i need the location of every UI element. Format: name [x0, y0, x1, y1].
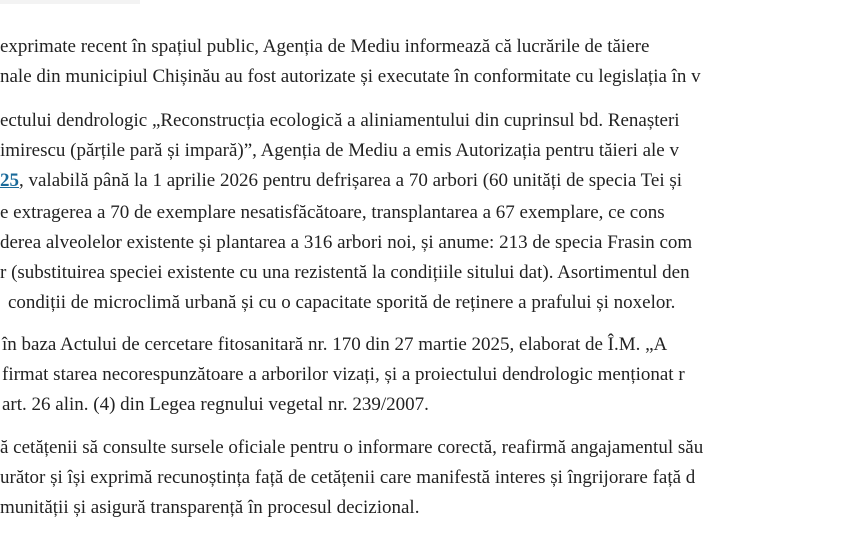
authorization-link[interactable]: 25 — [0, 170, 19, 191]
text-line: urător și își exprimă recunoștința față de cetățenii care manifestă interes și îngrijorare față d — [0, 467, 696, 488]
text-line: ă cetățenii să consulte sursele oficiale pentru o informare corectă, reafirmă angajamentul său — [0, 437, 704, 458]
text-span: , valabilă până la 1 aprilie 2026 pentru defrișarea a 70 arbori (60 unități de specia Tei și — [19, 170, 683, 191]
text-line: e extragerea a 70 de exemplare nesatisfăcătoare, transplantarea a 67 exemplare, ce cons — [0, 202, 665, 223]
text-line-with-link — [0, 166, 682, 196]
text-line: nale din municipiul Chișinău au fost autorizate și executate în conformitate cu legislația în v — [0, 66, 701, 87]
top-divider — [0, 0, 140, 4]
text-line: art. 26 alin. (4) din Legea regnului vegetal nr. 239/2007. — [2, 394, 429, 415]
text-line: exprimate recent în spațiul public, Agenția de Mediu informează că lucrările de tăiere — [0, 36, 650, 57]
text-line: în baza Actului de cercetare fitosanitară nr. 170 din 27 martie 2025, elaborat de Î.M. „A — [2, 334, 668, 355]
text-line: imirescu (părțile pară și impară)”, Agenția de Mediu a emis Autorizația pentru tăieri ale v — [0, 140, 679, 161]
text-line: munității și asigură transparență în procesul decizional. — [0, 497, 420, 518]
text-line: r (substituirea speciei existente cu una rezistentă la condițiile sitului dat). Asortimentul den — [0, 262, 690, 283]
text-line: firmat starea necorespunzătoare a arborilor vizați, și a proiectului dendrologic menționat r — [2, 364, 685, 385]
text-line: derea alveolelor existente și plantarea a 316 arbori noi, și anume: 213 de specia Frasin com — [0, 232, 693, 253]
text-line: condiții de microclimă urbană și cu o capacitate sporită de reținere a prafului și noxelor. — [8, 292, 676, 313]
text-line: ectului dendrologic „Reconstrucția ecologică a aliniamentului din cuprinsul bd. Renașteri — [0, 110, 680, 131]
